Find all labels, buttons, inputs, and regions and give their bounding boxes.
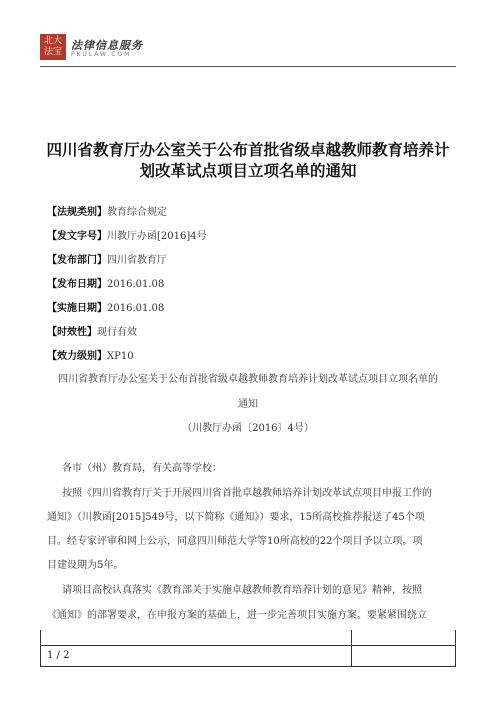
meta-value: 川教厅办函[2016]4号 — [107, 231, 207, 242]
para1-line-1: 按照《四川省教育厅关于开展四川省首批卓越教师培养计划改革试点项目申报工作的 — [62, 488, 432, 499]
meta-doc-number — [47, 230, 467, 244]
meta-publish-date — [47, 278, 467, 292]
meta-category — [47, 206, 467, 220]
pkulaw-seal-logo — [40, 34, 66, 60]
footer-table-top — [40, 630, 456, 646]
meta-issuer — [47, 254, 467, 268]
title-line-2: 划改革试点项目立项名单的通知 — [139, 161, 357, 180]
meta-key: 【发布日期】 — [47, 279, 107, 290]
footer-divider — [351, 630, 352, 646]
meta-key: 【实施日期】 — [47, 303, 107, 314]
meta-value: 现行有效 — [97, 327, 137, 338]
meta-value: 教育综合规定 — [107, 207, 167, 218]
meta-key: 【发文字号】 — [47, 231, 107, 242]
body-title-line-1: 四川省教育厅办公室关于公布首批省级卓越教师教育培养计划改革试点项目立项名单的 — [58, 374, 438, 385]
para2-line-1: 请项目高校认真落实《教育部关于实施卓越教师教育培养计划的意见》精神，按照 — [62, 585, 422, 596]
meta-level — [47, 350, 467, 364]
document-title — [40, 139, 456, 181]
meta-key: 【法规类别】 — [47, 207, 107, 218]
meta-value: 2016.01.08 — [107, 279, 165, 290]
meta-effective-date — [47, 302, 467, 316]
meta-key: 【时效性】 — [47, 327, 97, 338]
brand-domain: PKULAW.COM — [71, 51, 132, 58]
para1-line-3: 目。经专家评审和网上公示，同意四川师范大学等10所高校的22个项目予以立项。项 — [47, 536, 423, 547]
header-divider — [40, 66, 456, 67]
salutation: 各市（州）教育局，有关高等学校： — [62, 463, 222, 474]
para2-line-2: 《通知》的部署要求，在申报方案的基础上，进一步完善项目实施方案。要紧紧围绕立 — [47, 610, 427, 621]
footer-table — [40, 645, 456, 667]
meta-key: 【效力级别】 — [47, 351, 107, 362]
brand-name: 法律信息服务 — [71, 39, 143, 52]
footer-cell-page — [41, 646, 352, 666]
doc-number-line: （川教厅办函〔2016〕4号） — [182, 423, 314, 434]
meta-value: XP10 — [107, 351, 134, 362]
body-title-line-2: 通知 — [238, 399, 258, 410]
footer-cell-empty — [351, 646, 455, 666]
title-line-1: 四川省教育厅办公室关于公布首批省级卓越教师教育培养计 — [46, 140, 450, 159]
meta-value: 四川省教育厅 — [107, 255, 167, 266]
para1-line-4: 目建设期为5年。 — [47, 560, 124, 571]
seal-text: 北大法宝 — [43, 36, 62, 57]
meta-value: 2016.01.08 — [107, 303, 165, 314]
page-indicator: 1 / 2 — [47, 650, 70, 661]
meta-validity — [47, 326, 467, 340]
para1-line-2: 通知》（川教函[2015]549号，以下简称《通知》）要求，15所高校推荐报送了45个项 — [47, 512, 425, 523]
pkulaw-header — [40, 34, 456, 68]
meta-key: 【发布部门】 — [47, 255, 107, 266]
